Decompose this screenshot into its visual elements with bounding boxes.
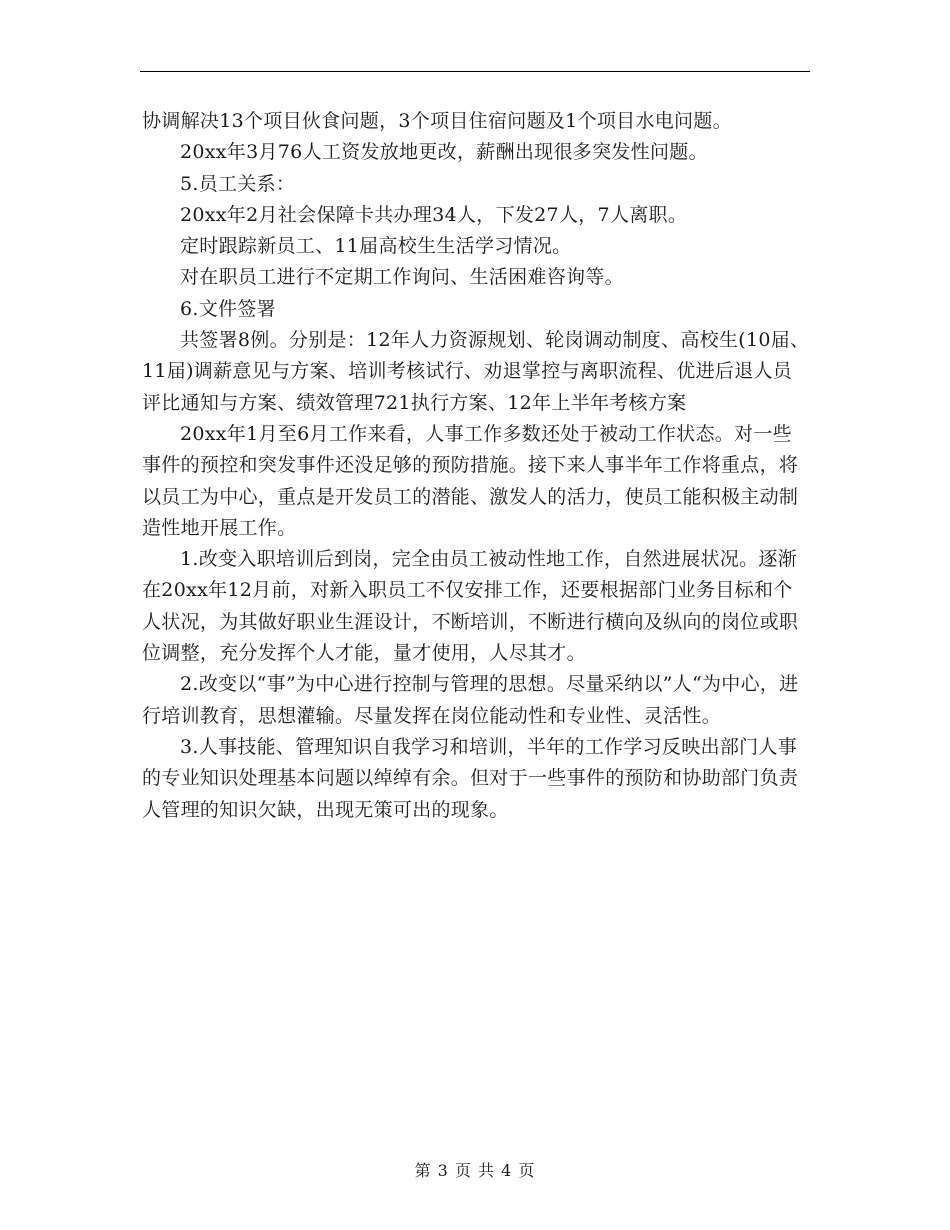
header-rule bbox=[140, 71, 810, 72]
paragraph: 20xx年3月76人工资发放地更改，薪酬出现很多突发性问题。 bbox=[180, 141, 708, 164]
paragraph: 1.改变入职培训后到岗，完全由员工被动性地工作，自然进展状况。逐渐在20xx年12月前，对新入职员工不仅安排工作，还要根据部门业务目标和个人状况，为其做好职业生涯设计，不断培训，不断进行横向及纵向的岗位或职位调整，充分发挥个人才能，量才使用，人尽其才。 bbox=[142, 548, 799, 665]
paragraph: 定时跟踪新员工、11届高校生生活学习情况。 bbox=[180, 235, 572, 258]
paragraph: 20xx年2月社会保障卡共办理34人，下发27人，7人离职。 bbox=[180, 203, 688, 226]
document-body bbox=[142, 106, 810, 826]
paragraph: 3.人事技能、管理知识自我学习和培训，半年的工作学习反映出部门人事的专业知识处理基本问题以绰绰有余。但对于一些事件的预防和协助部门负责人管理的知识欠缺，出现无策可出的现象。 bbox=[142, 735, 799, 821]
paragraph: 共签署8例。分别是：12年人力资源规划、轮岗调动制度、高校生(10届、11届)调薪意见与方案、培训考核试行、劝退掌控与离职流程、优进后退人员评比通知与方案、绩效管理721执行方案、12年上半年考核方案 bbox=[142, 329, 810, 414]
page-footer: 第 3 页 共 4 页 bbox=[414, 1161, 536, 1180]
paragraph: 2.改变以“事”为中心进行控制与管理的思想。尽量采纳以”人“为中心，进行培训教育，思想灌输。尽量发挥在岗位能动性和专业性、灵活性。 bbox=[142, 673, 799, 727]
section-heading: 6.文件签署 bbox=[180, 297, 276, 320]
paragraph: 20xx年1月至6月工作来看，人事工作多数还处于被动工作状态。对一些事件的预控和突发事件还没足够的预防措施。接下来人事半年工作将重点，将以员工为中心，重点是开发员工的潜能、激发人的活力，使员工能积极主动制造性地开展工作。 bbox=[142, 422, 799, 539]
paragraph: 对在职员工进行不定期工作询问、生活困难咨询等。 bbox=[180, 266, 624, 289]
paragraph: 协调解决13个项目伙食问题，3个项目住宿问题及1个项目水电问题。 bbox=[142, 110, 732, 132]
section-heading: 5.员工关系： bbox=[180, 172, 296, 195]
